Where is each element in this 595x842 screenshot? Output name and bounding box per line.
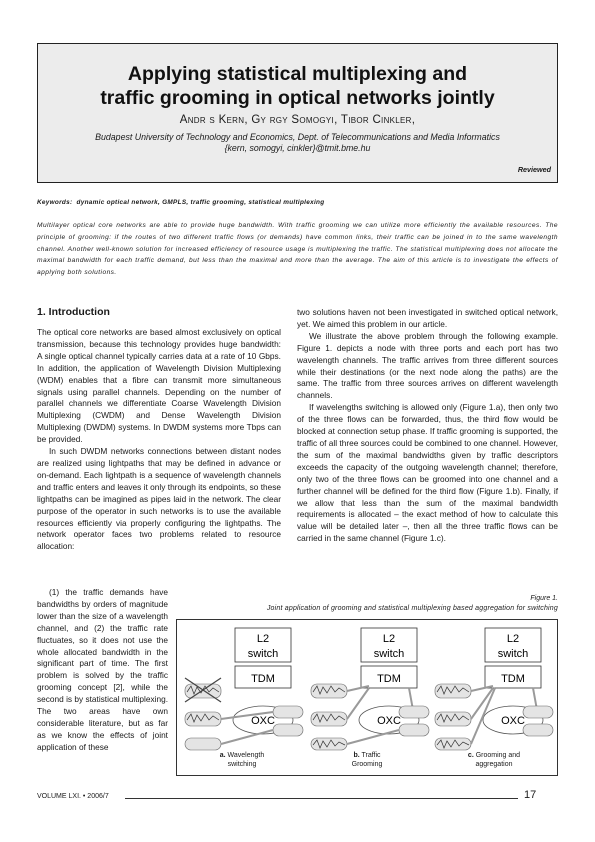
title-line-1: Applying statistical multiplexing and bbox=[127, 63, 468, 85]
subfigure-caption-a: a. Wavelength switching bbox=[219, 752, 265, 768]
l2-switch-box bbox=[361, 628, 417, 662]
column-right bbox=[297, 307, 558, 545]
paragraph: We illustrate the above problem through the following example. Figure 1. depicts a node with three ports and each port has two wavelength channels. The traffic arrives from three different sources while their destinations (or the next node along the paths) are the same. The traffic from three sources arrives on different wavelength channels. bbox=[297, 330, 558, 401]
fiber-inputs bbox=[185, 678, 221, 750]
paper-title bbox=[38, 62, 557, 110]
svg-text:switch: switch bbox=[373, 648, 405, 660]
figure-panel-b bbox=[307, 622, 431, 752]
subfigure-caption-c: c. Grooming and aggregation bbox=[467, 752, 521, 768]
tdm-box bbox=[485, 666, 541, 688]
affiliation bbox=[38, 132, 557, 154]
tdm-box bbox=[235, 666, 291, 688]
svg-text:L2: L2 bbox=[506, 633, 520, 645]
svg-text:L2: L2 bbox=[382, 633, 396, 645]
l2-switch-box bbox=[485, 628, 541, 662]
title-box bbox=[37, 43, 558, 183]
tdm-box bbox=[361, 666, 417, 688]
l2-switch-box bbox=[235, 628, 291, 662]
paragraph: The optical core networks are based almost exclusively on optical transmission, because this technology provides huge bandwidth: A single optical channel typically carries data at a rate of 10 Gbps. In addition, the application of Wavelength Division Multiplexing (WDM) enables that a fibre can transmit more simultaneous signals using parallel channels. Depending on the number of parallel channels we differentiate Coarse Wavelength Division Multiplexing (CWDM) and Dense Wavelength Division Multiplexing (DWDM) systems. In DWDM systems more Tbps can be provided. bbox=[37, 327, 281, 445]
subfigure-caption-b: b. Traffic Grooming bbox=[351, 752, 383, 768]
section-heading: 1. Introduction bbox=[37, 306, 110, 318]
fiber-inputs bbox=[435, 684, 471, 750]
column-left-narrow bbox=[37, 587, 168, 754]
svg-text:switch: switch bbox=[497, 648, 529, 660]
paragraph: In such DWDM networks connections between distant nodes are realized using lightpaths that may be defined in advance or on-demand. Each lightpath is a sequence of wavelength channels and traffic enters and leaves it only through its endpoints, so these lightpaths can be imagined as pipes laid in the network. The clear purpose of the operator in such networks is to use the available resources efficiently via properly configuring the lightpaths. The network operator faces two problems related to resource allocation: bbox=[37, 446, 281, 552]
figure-label: Figure 1. bbox=[530, 595, 558, 602]
svg-text:TDM: TDM bbox=[501, 673, 525, 685]
column-left bbox=[37, 327, 281, 553]
reviewed-tag: Reviewed bbox=[517, 165, 551, 174]
svg-text:TDM: TDM bbox=[377, 673, 401, 685]
page-number: 17 bbox=[524, 789, 537, 801]
figure-caption: Joint application of grooming and statistical multiplexing based aggregation for switching bbox=[266, 605, 558, 612]
journal-volume: VOLUME LXI. • 2006/7 bbox=[37, 793, 109, 800]
affiliation-email: {kern, somogyi, cinkler}@tmit.bme.hu bbox=[224, 143, 371, 153]
svg-text:OXC: OXC bbox=[377, 715, 401, 727]
figure-panel-c bbox=[431, 622, 555, 752]
paragraph: If wavelengths switching is allowed only (Figure 1.a), then only two of the three flows can be forwarded, thus, the third flow would be blocked at connection setup phase. If traffic grooming is supported, the traffic of all three sources could be combined to one channel. However, the sum of the maximal bandwidths given by traffic descriptors exceeds the capacity of the outgoing wavelength channel; therefore, only two of the three flows can be groomed into one channel and a further channel will be defined for the third flow (Figure 1.b). Finally, if we allow that less than the sum of the maximal bandwidth requirements is allocated – the exact method of how to calculate this value will be detailed later –, then all the three traffic flows can be carried in the same channel (Figure 1.c). bbox=[297, 402, 558, 544]
affiliation-line-1: Budapest University of Technology and Economics, Dept. of Telecommunications and Media Informatics bbox=[95, 132, 500, 142]
title-line-2: traffic grooming in optical networks jointly bbox=[100, 87, 495, 109]
keywords bbox=[37, 199, 558, 206]
svg-text:OXC: OXC bbox=[501, 715, 525, 727]
fiber-inputs bbox=[311, 684, 347, 750]
paragraph: (1) the traffic demands have bandwidths by orders of magnitude lower than the size of a wavelength channel, and (2) the traffic rate fluctuates, so it does not use the whole allocated bandwidth in the significant part of time. The first problem is solved by the traffic grooming concept [2], while the second is by statistical multiplexing. The two areas have own considerable literature, but as far as we know the effects of joint application of these bbox=[37, 587, 168, 752]
paragraph: two solutions haven not been investigated in switched optical network, yet. We aimed this problem in our article. bbox=[297, 307, 558, 329]
keywords-list: dynamic optical network, GMPLS, traffic grooming, statistical multiplexing bbox=[76, 199, 325, 206]
figure-panel-a bbox=[181, 622, 305, 752]
svg-text:OXC: OXC bbox=[251, 715, 275, 727]
svg-text:L2: L2 bbox=[256, 633, 270, 645]
keywords-label: Keywords: bbox=[37, 199, 73, 206]
authors: Andr s Kern, Gy rgy Somogyi, Tibor Cinkler, bbox=[179, 114, 416, 126]
svg-text:switch: switch bbox=[247, 648, 279, 660]
svg-text:TDM: TDM bbox=[251, 673, 275, 685]
abstract: Multilayer optical core networks are able to provide huge bandwidth. With traffic grooming we can utilize more efficiently the available resources. The principle of grooming: if the routes of two different traffic flows (or demands) have common links, their traffic can be joined in to the same wavelength channel. Another well-known solution for increased efficiency of resource usage is multiplexing the traffic. The statistical multiplexing does not allocate the maximal bandwidth for each traffic demand, but less than the maximal and more than the average. The aim of this article is to investigate the effects of applying both solutions. bbox=[37, 222, 558, 277]
figure-1 bbox=[176, 619, 558, 776]
footer-rule bbox=[125, 798, 518, 799]
